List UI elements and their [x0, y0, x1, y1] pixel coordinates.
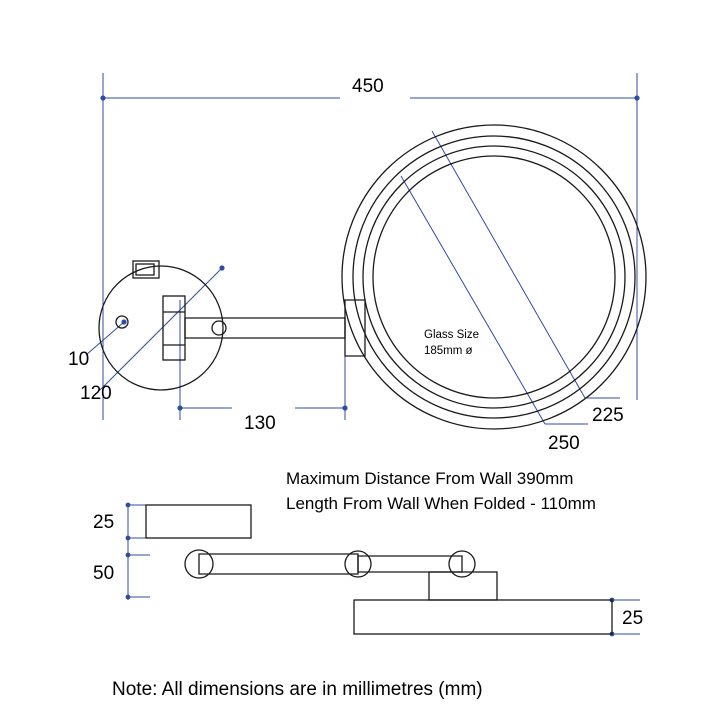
units-note: Note: All dimensions are in millimetres (mm) [112, 679, 483, 700]
product-outline-group [99, 125, 646, 634]
dim-label-mirror-inner: 225 [592, 405, 624, 426]
mirror-outer-ring [342, 125, 646, 429]
note-folded-length: Length From Wall When Folded - 110mm [286, 494, 596, 513]
lower-mirror-block [429, 572, 497, 600]
dim-line-120 [100, 268, 222, 390]
glass-size-label-line2: 185mm ø [424, 345, 473, 357]
lower-base-plate [354, 600, 612, 634]
dim-label-arm-length: 130 [244, 413, 276, 434]
dim-label-base-height: 25 [622, 608, 644, 629]
dim-dot-25-top [126, 503, 131, 508]
dim-dot-25-bot [126, 536, 131, 541]
dim-dot-450-right [634, 95, 639, 100]
dim-dot-450-left [100, 95, 105, 100]
dim-label-bracket-plate: 120 [80, 383, 112, 404]
glass-size-label-line1: Glass Size [424, 329, 479, 341]
note-max-distance: Maximum Distance From Wall 390mm [286, 469, 574, 488]
dim-label-arm-height: 50 [93, 563, 115, 584]
dim-dot-50-top [126, 553, 131, 558]
pivot-block [163, 296, 185, 360]
lower-wall-plate [146, 505, 251, 538]
arm-joint [212, 321, 226, 335]
arm-outline [185, 318, 345, 338]
dim-dot-130-left [177, 405, 182, 410]
dim-dot-130-right [342, 405, 347, 410]
lower-arm-1 [199, 554, 358, 574]
dim-dot-120 [219, 265, 224, 270]
dim-dot-50-bot [126, 595, 131, 600]
dim-label-plate-height: 25 [93, 512, 115, 533]
mirror-inner-ring [363, 146, 625, 408]
dim-label-overall-width: 450 [352, 76, 384, 97]
lower-arm-2 [358, 556, 462, 572]
dim-label-mirror-outer: 250 [548, 433, 580, 454]
dim-label-bracket-small: 10 [68, 349, 90, 370]
dim-dot-10 [121, 319, 126, 324]
mirror-mid-ring [353, 136, 635, 418]
mirror-glass [373, 156, 615, 398]
